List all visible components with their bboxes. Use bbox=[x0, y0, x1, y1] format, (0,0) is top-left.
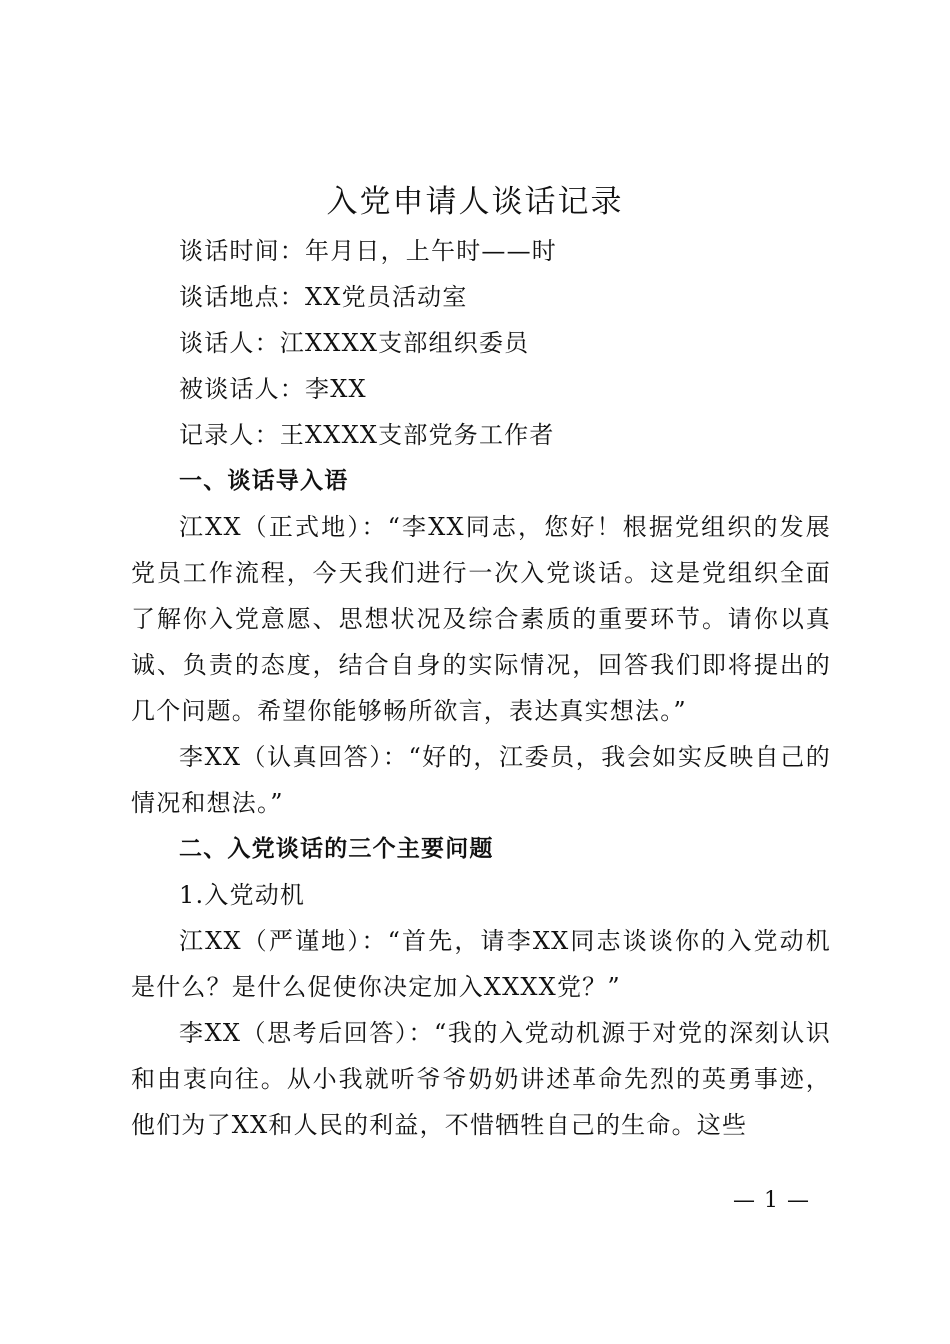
info-recorder: 记录人：王XXXX支部党务工作者 bbox=[179, 421, 555, 449]
info-interviewee: 被谈话人：李XX bbox=[179, 375, 367, 403]
paragraph: 江XX（严谨地）：“首先，请李XX同志谈谈你的入党动机是什么？是什么促使你决定加入XXXX党？” bbox=[131, 927, 831, 1001]
section-heading-intro: 一、谈话导入语 bbox=[179, 468, 349, 494]
document-body bbox=[131, 228, 831, 1148]
paragraph: 李XX（思考后回答）：“我的入党动机源于对党的深刻认识和由衷向往。从小我就听爷爷奶奶讲述革命先烈的英勇事迹，他们为了XX和人民的利益，不惜牺牲自己的生命。这些 bbox=[131, 1019, 831, 1139]
info-interviewer: 谈话人：江XXXX支部组织委员 bbox=[179, 329, 530, 357]
paragraph: 江XX（正式地）：“李XX同志，您好！根据党组织的发展党员工作流程，今天我们进行一次入党谈话。这是党组织全面了解你入党意愿、思想状况及综合素质的重要环节。请你以真诚、负责的态度，结合自身的实际情况，回答我们即将提出的几个问题。希望你能够畅所欲言，表达真实想法。” bbox=[131, 513, 831, 725]
info-time: 谈话时间：年月日，上午时——时 bbox=[179, 237, 557, 265]
section-heading-questions: 二、入党谈话的三个主要问题 bbox=[179, 836, 494, 862]
page-number: — 1 — bbox=[733, 1188, 810, 1213]
document-title: 入党申请人谈话记录 bbox=[326, 184, 624, 220]
paragraph: 李XX（认真回答）：“好的，江委员，我会如实反映自己的情况和想法。” bbox=[131, 743, 831, 817]
subheading-motivation: 1.入党动机 bbox=[179, 881, 306, 909]
info-location: 谈话地点：XX党员活动室 bbox=[179, 283, 468, 311]
